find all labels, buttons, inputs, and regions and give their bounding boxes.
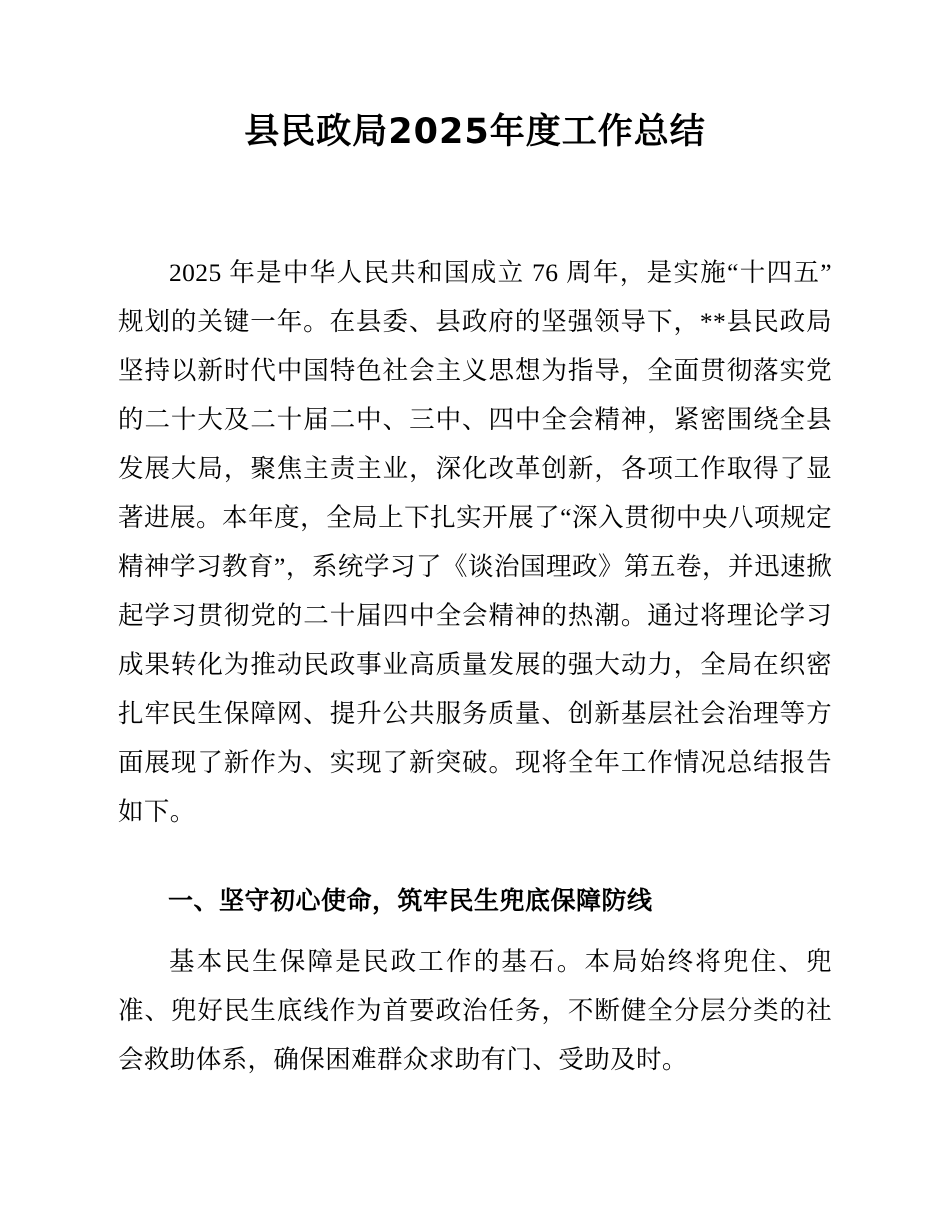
section-heading-1: 一、坚守初心使命，筑牢民生兜底保障防线 [168,885,653,915]
paragraph-spacer [118,836,832,850]
section-1-paragraph-1: 基本民生保障是民政工作的基石。本局始终将兜住、兜准、兜好民生底线作为首要政治任务，不断健全分层分类的社会救助体系，确保困难群众求助有门、受助及时。 [118,946,832,1074]
page-title: 县民政局2025年度工作总结 [244,112,706,152]
document-body [118,248,832,1084]
intro-paragraph: 2025 年是中华人民共和国成立 76 周年，是实施“十四五”规划的关键一年。在县委、县政府的坚强领导下，**县民政局坚持以新时代中国特色社会主义思想为指导，全面贯彻落实党的二十大及二十届二中、三中、四中全会精神，紧密围绕全县发展大局，聚焦主责主业，深化改革创新，各项工作取得了显著进展。本年度，全局上下扎实开展了“深入贯彻中央八项规定精神学习教育”，系统学习了《谈治国理政》第五卷，并迅速掀起学习贯彻党的二十届四中全会精神的热潮。通过将理论学习成果转化为推动民政事业高质量发展的强大动力，全局在织密扎牢民生保障网、提升公共服务质量、创新基层社会治理等方面展现了新作为、实现了新突破。现将全年工作情况总结报告如下。 [118,257,832,826]
